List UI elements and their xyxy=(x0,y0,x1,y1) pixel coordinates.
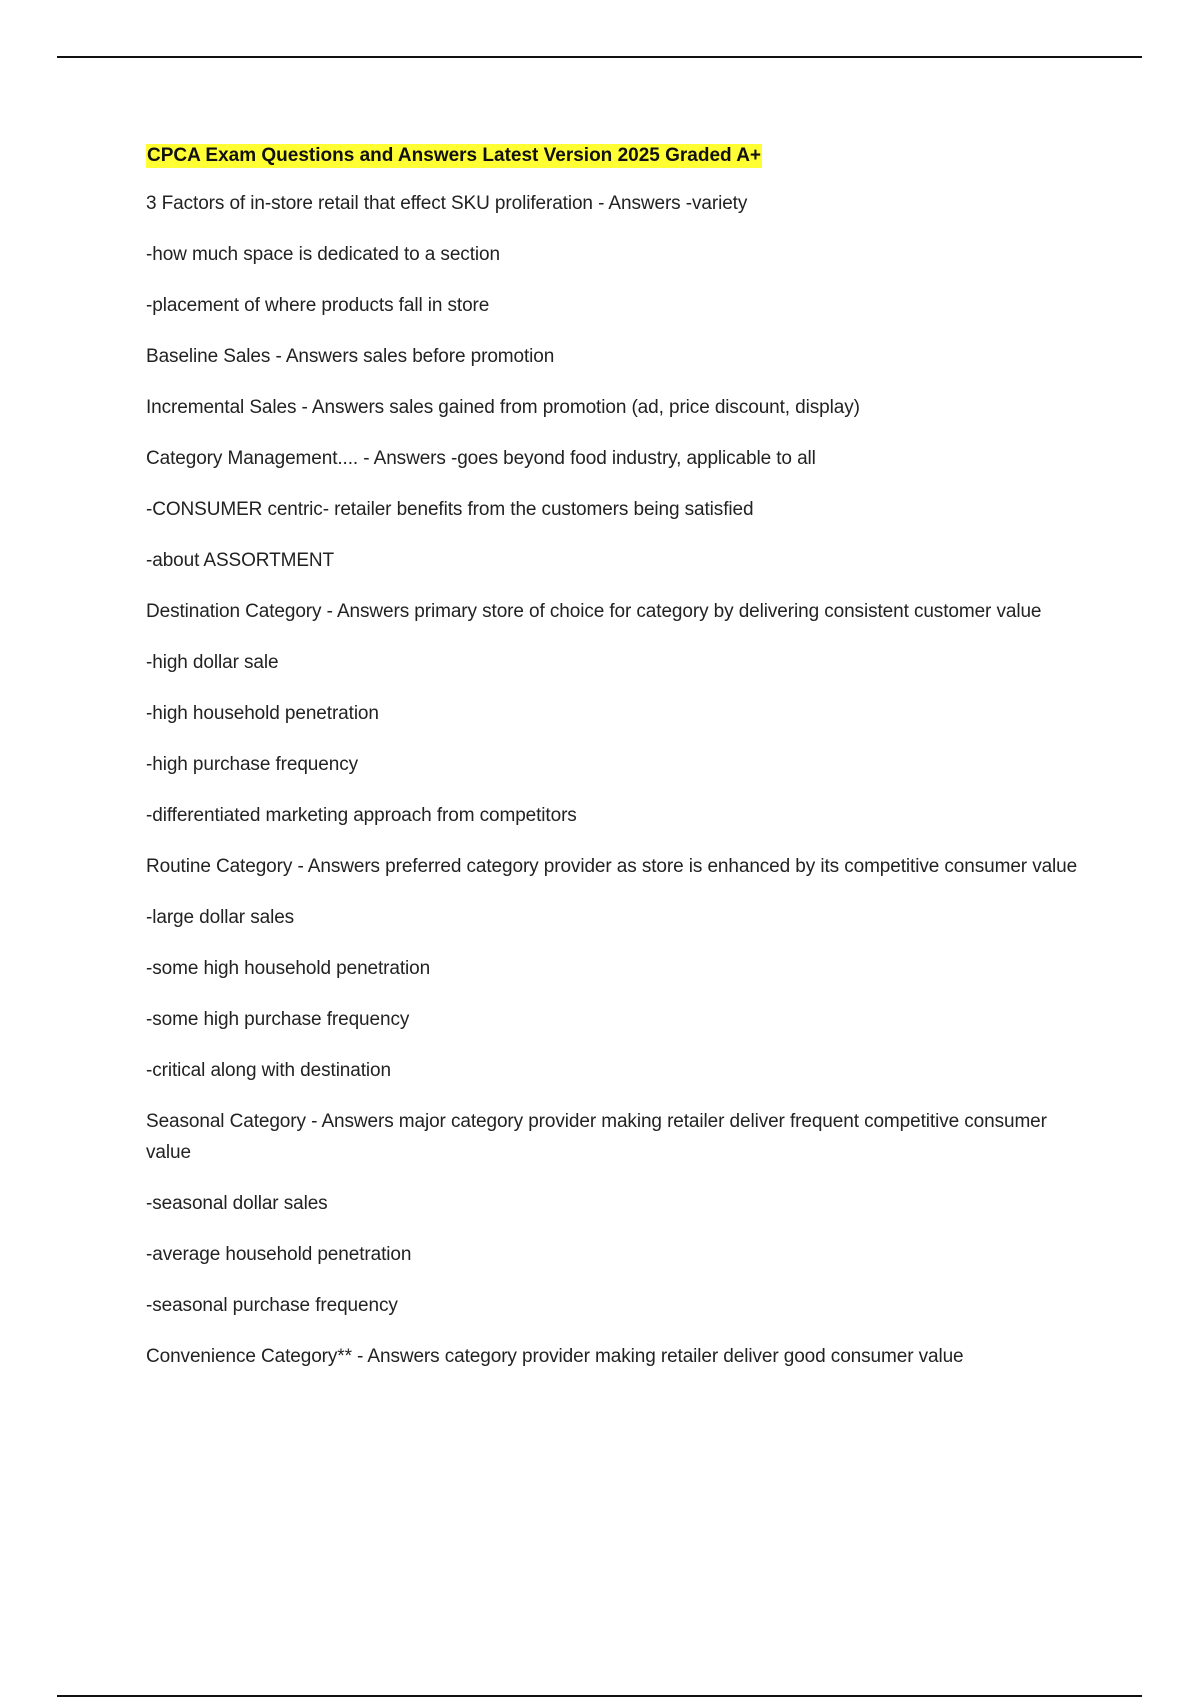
document-line: -placement of where products fall in store xyxy=(146,295,490,316)
document-line: -some high household penetration xyxy=(146,958,431,979)
document-line: -high purchase frequency xyxy=(146,754,359,775)
document-line: -high household penetration xyxy=(146,703,379,724)
document-line: Destination Category - Answers primary store of choice for category by delivering consistent customer value xyxy=(146,601,1042,622)
header-rule xyxy=(57,56,1142,58)
document-line: Category Management.... - Answers -goes beyond food industry, applicable to all xyxy=(146,448,816,469)
document-line: Convenience Category** - Answers category provider making retailer deliver good consumer value xyxy=(146,1346,964,1367)
document-line: -seasonal dollar sales xyxy=(146,1193,328,1214)
document-line: -about ASSORTMENT xyxy=(146,550,335,571)
document-line: -differentiated marketing approach from competitors xyxy=(146,805,577,826)
document-line: -seasonal purchase frequency xyxy=(146,1295,398,1316)
document-line: Routine Category - Answers preferred category provider as store is enhanced by its competitive consumer value xyxy=(146,856,1078,877)
document-line: -how much space is dedicated to a section xyxy=(146,244,500,265)
footer-rule xyxy=(57,1695,1142,1697)
document-line: -average household penetration xyxy=(146,1244,412,1265)
document-line: -CONSUMER centric- retailer benefits from the customers being satisfied xyxy=(146,499,754,520)
document-line: Seasonal Category - Answers major category provider making retailer deliver frequent competitive consumer value xyxy=(146,1111,1047,1163)
document-line: -some high purchase frequency xyxy=(146,1009,410,1030)
document-line: Incremental Sales - Answers sales gained from promotion (ad, price discount, display) xyxy=(146,397,860,418)
document-line: 3 Factors of in-store retail that effect SKU proliferation - Answers -variety xyxy=(146,193,748,214)
document-body xyxy=(146,144,1096,1392)
document-line: -critical along with destination xyxy=(146,1060,391,1081)
document-line: Baseline Sales - Answers sales before promotion xyxy=(146,346,555,367)
document-line: -high dollar sale xyxy=(146,652,279,673)
document-line: -large dollar sales xyxy=(146,907,295,928)
document-title: CPCA Exam Questions and Answers Latest Version 2025 Graded A+ xyxy=(147,145,762,166)
